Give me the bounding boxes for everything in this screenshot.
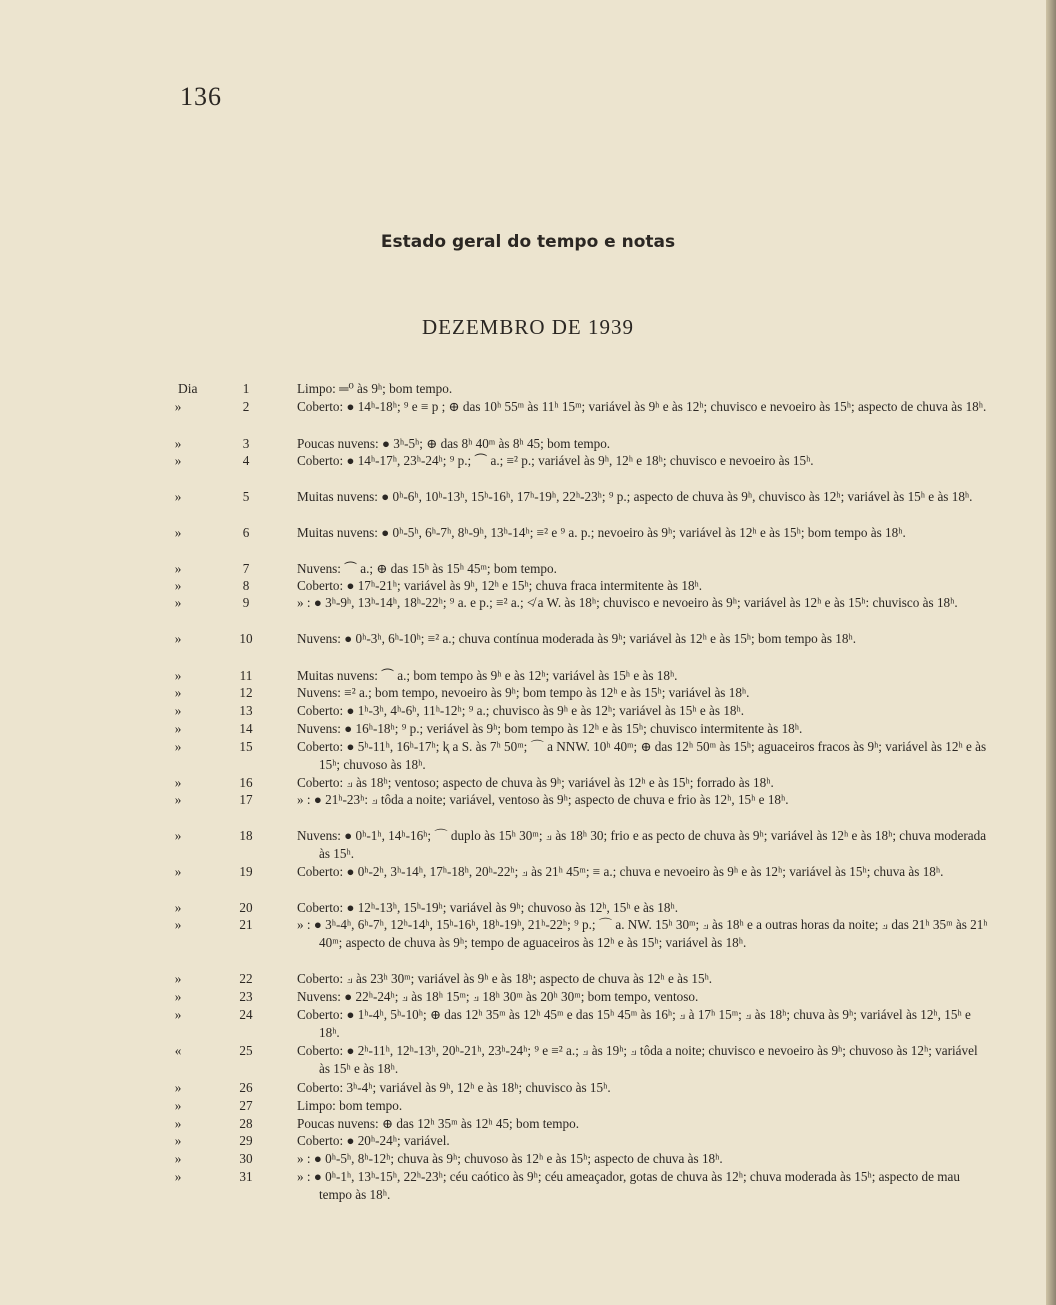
day-number: 31 bbox=[239, 1169, 253, 1184]
day-weather-text: Nuvens: ⏜ a.; ⊕ das 15ʰ às 15ʰ 45ᵐ; bom tempo. bbox=[297, 561, 557, 576]
day-label: » bbox=[174, 721, 182, 736]
day-label: » bbox=[174, 775, 182, 790]
day-number: 3 bbox=[242, 436, 250, 451]
day-weather-text: Poucas nuvens: ● 3ʰ-5ʰ; ⊕ das 8ʰ 40ᵐ às 8ʰ 45; bom tempo. bbox=[297, 436, 611, 451]
day-label: » bbox=[174, 453, 182, 468]
day-number: 25 bbox=[239, 1043, 253, 1058]
day-number: 15 bbox=[239, 739, 253, 754]
day-weather-text: » : ● 21ʰ-23ʰ: ⟓ tôda a noite; variável, ventoso às 9ʰ; aspecto de chuva e frio às 12ʰ, 15ʰ e 18ʰ. bbox=[297, 792, 789, 807]
day-weather-text: Coberto: ● 17ʰ-21ʰ; variável às 9ʰ, 12ʰ e 15ʰ; chuva fraca intermitente às 18ʰ. bbox=[297, 578, 703, 593]
day-weather-text: Muitas nuvens: ● 0ʰ-5ʰ, 6ʰ-7ʰ, 8ʰ-9ʰ, 13ʰ-14ʰ; ≡² e ⁹ a. p.; nevoeiro às 9ʰ; variável às 12ʰ e às 15ʰ; bom tempo às 18ʰ. bbox=[297, 525, 906, 540]
day-label: » bbox=[174, 1080, 182, 1095]
day-weather-text: Coberto: 3ʰ-4ʰ; variável às 9ʰ, 12ʰ e às 18ʰ; chuvisco às 15ʰ. bbox=[297, 1080, 611, 1095]
day-number: 22 bbox=[239, 971, 253, 986]
day-label: » bbox=[174, 578, 182, 593]
day-label: » bbox=[174, 1116, 182, 1131]
day-label: » bbox=[174, 1133, 182, 1148]
day-label: » bbox=[174, 1151, 182, 1166]
day-label: » bbox=[174, 399, 182, 414]
day-weather-text: Coberto: ● 2ʰ-11ʰ, 12ʰ-13ʰ, 20ʰ-21ʰ, 23ʰ-24ʰ; ⁹ e ≡² a.; ⟓ às 19ʰ; ⟓ tôda a noite; chuvisco e nevoeiro às 9ʰ; chuvoso às 12ʰ; variável às 15ʰ e às 18ʰ. bbox=[297, 1043, 978, 1076]
day-weather-text: » : ● 0ʰ-1ʰ, 13ʰ-15ʰ, 22ʰ-23ʰ; céu caótico às 9ʰ; céu ameaçador, gotas de chuva às 12ʰ; chuva moderada às 15ʰ; aspecto de mau tempo às 18ʰ. bbox=[297, 1169, 960, 1202]
day-number: 16 bbox=[239, 775, 253, 790]
day-weather-text: Coberto: ● 0ʰ-2ʰ, 3ʰ-14ʰ, 17ʰ-18ʰ, 20ʰ-22ʰ; ⟓ às 21ʰ 45ᵐ; ≡ a.; chuva e nevoeiro às 9ʰ e às 12ʰ; variável às 15ʰ; chuva às 18ʰ. bbox=[297, 864, 944, 879]
day-weather-text: » : ● 3ʰ-9ʰ, 13ʰ-14ʰ, 18ʰ-22ʰ; ⁹ a. e p.; ≡² a.; ≮ a W. às 18ʰ; chuvisco e nevoeiro às 9ʰ; variável às 12ʰ e às 15ʰ: chuvisco às 18ʰ. bbox=[297, 595, 958, 610]
day-number: 28 bbox=[239, 1116, 253, 1131]
day-label: » bbox=[174, 971, 182, 986]
day-label: Dia bbox=[178, 381, 198, 396]
day-label: » bbox=[174, 900, 182, 915]
day-weather-text: Coberto: ● 14ʰ-18ʰ; ⁹ e ≡ p ; ⊕ das 10ʰ 55ᵐ às 11ʰ 15ᵐ; variável às 9ʰ e às 12ʰ; chuvisco e nevoeiro às 15ʰ; aspecto de chuva às 18ʰ. bbox=[297, 399, 987, 414]
day-weather-text: » : ● 3ʰ-4ʰ, 6ʰ-7ʰ, 12ʰ-14ʰ, 15ʰ-16ʰ, 18ʰ-19ʰ, 21ʰ-22ʰ; ⁹ p.; ⌒ a. NW. 15ʰ 30ᵐ; ⟓ às 18ʰ e a outras horas da noite; ⟓ das 21ʰ 35ᵐ às 21ʰ 40ᵐ; aspecto de chuva às 9ʰ; tempo de aguaceiros às 12ʰ e às 15ʰ; variável às 18ʰ. bbox=[297, 917, 988, 950]
day-number: 30 bbox=[239, 1151, 253, 1166]
day-weather-text: Coberto: ● 1ʰ-3ʰ, 4ʰ-6ʰ, 11ʰ-12ʰ; ⁹ a.; chuvisco às 9ʰ e às 12ʰ; variável às 15ʰ e às 18ʰ. bbox=[297, 703, 745, 718]
day-weather-text: Nuvens: ≡² a.; bom tempo, nevoeiro às 9ʰ; bom tempo às 12ʰ e às 15ʰ; variável às 18ʰ. bbox=[297, 685, 750, 700]
day-label: » bbox=[174, 631, 182, 646]
day-weather-text: Nuvens: ● 22ʰ-24ʰ; ⟓ às 18ʰ 15ᵐ; ⟓ 18ʰ 30ᵐ às 20ʰ 30ᵐ; bom tempo, ventoso. bbox=[297, 989, 699, 1004]
day-number: 8 bbox=[242, 578, 250, 593]
day-number: 11 bbox=[239, 668, 253, 683]
day-label: » bbox=[174, 828, 182, 843]
day-weather-text: Limpo: bom tempo. bbox=[297, 1098, 403, 1113]
day-number: 7 bbox=[242, 561, 250, 576]
day-label: » bbox=[174, 436, 182, 451]
day-weather-text: Coberto: ⟓ às 18ʰ; ventoso; aspecto de chuva às 9ʰ; variável às 12ʰ e às 15ʰ; forrado às 18ʰ. bbox=[297, 775, 774, 790]
day-weather-text: Coberto: ● 12ʰ-13ʰ, 15ʰ-19ʰ; variável às 9ʰ; chuvoso às 12ʰ, 15ʰ e às 18ʰ. bbox=[297, 900, 679, 915]
day-label: » bbox=[174, 739, 182, 754]
day-label: » bbox=[174, 917, 182, 932]
day-label: » bbox=[174, 792, 182, 807]
day-weather-text: Poucas nuvens: ⊕ das 12ʰ 35ᵐ às 12ʰ 45; bom tempo. bbox=[297, 1116, 580, 1131]
day-weather-text: Muitas nuvens: ⏜ a.; bom tempo às 9ʰ e às 12ʰ; variável às 15ʰ e às 18ʰ. bbox=[297, 668, 678, 683]
day-number: 29 bbox=[239, 1133, 253, 1148]
day-label: » bbox=[174, 703, 182, 718]
day-number: 26 bbox=[239, 1080, 253, 1095]
day-number: 18 bbox=[239, 828, 253, 843]
day-weather-text: Coberto: ⟓ às 23ʰ 30ᵐ; variável às 9ʰ e às 18ʰ; aspecto de chuva às 12ʰ e às 15ʰ. bbox=[297, 971, 713, 986]
day-weather-text: Nuvens: ● 0ʰ-3ʰ, 6ʰ-10ʰ; ≡² a.; chuva contínua moderada às 9ʰ; variável às 12ʰ e às 15ʰ; bom tempo às 18ʰ. bbox=[297, 631, 857, 646]
day-label: » bbox=[174, 989, 182, 1004]
day-number: 13 bbox=[239, 703, 253, 718]
day-number: 23 bbox=[239, 989, 253, 1004]
day-weather-text: Coberto: ● 1ʰ-4ʰ, 5ʰ-10ʰ; ⊕ das 12ʰ 35ᵐ às 12ʰ 45ᵐ e das 15ʰ 45ᵐ às 16ʰ; ⟓ à 17ʰ 15ᵐ; ⟓ às 18ʰ; chuva às 9ʰ; variável às 12ʰ, 15ʰ e 18ʰ. bbox=[297, 1007, 971, 1040]
day-label: » bbox=[174, 668, 182, 683]
day-number: 10 bbox=[239, 631, 253, 646]
day-label: « bbox=[174, 1043, 182, 1058]
day-number: 27 bbox=[239, 1098, 253, 1113]
day-label: » bbox=[174, 1098, 182, 1113]
day-number: 4 bbox=[242, 453, 250, 468]
day-weather-text: Muitas nuvens: ● 0ʰ-6ʰ, 10ʰ-13ʰ, 15ʰ-16ʰ, 17ʰ-19ʰ, 22ʰ-23ʰ; ⁹ p.; aspecto de chuva às 9ʰ, chuvisco às 12ʰ; variável às 15ʰ e às 18ʰ. bbox=[297, 489, 973, 504]
day-number: 6 bbox=[242, 525, 250, 540]
day-number: 21 bbox=[239, 917, 253, 932]
month-title: DEZEMBRO DE 1939 bbox=[422, 315, 634, 339]
day-label: » bbox=[174, 595, 182, 610]
day-number: 9 bbox=[242, 595, 250, 610]
day-weather-text: Nuvens: ● 0ʰ-1ʰ, 14ʰ-16ʰ; ⌒ duplo às 15ʰ 30ᵐ; ⟓ às 18ʰ 30; frio e as pecto de chuva às 9ʰ; variável às 12ʰ e às 18ʰ; chuva moderada às 15ʰ. bbox=[297, 828, 987, 861]
day-label: » bbox=[174, 489, 182, 504]
day-number: 14 bbox=[239, 721, 253, 736]
day-label: » bbox=[174, 685, 182, 700]
day-weather-text: Coberto: ● 5ʰ-11ʰ, 16ʰ-17ʰ; ⱪ a S. às 7ʰ 50ᵐ; ⌒ a NNW. 10ʰ 40ᵐ; ⊕ das 12ʰ 50ᵐ às 15ʰ; aguaceiros fracos às 9ʰ; variável às 12ʰ e às 15ʰ; chuvoso às 18ʰ. bbox=[297, 739, 987, 772]
day-number: 19 bbox=[239, 864, 253, 879]
day-label: » bbox=[174, 1007, 182, 1022]
day-number: 24 bbox=[239, 1007, 253, 1022]
day-label: » bbox=[174, 525, 182, 540]
day-number: 17 bbox=[239, 792, 253, 807]
section-title: Estado geral do tempo e notas bbox=[380, 232, 676, 252]
day-weather-text: Limpo: ═⁰ às 9ʰ; bom tempo. bbox=[297, 381, 453, 396]
day-weather-text: Nuvens: ● 16ʰ-18ʰ; ⁹ p.; veriável às 9ʰ; bom tempo às 12ʰ e às 15ʰ; chuvisco intermitente às 18ʰ. bbox=[297, 721, 803, 736]
day-label: » bbox=[174, 1169, 182, 1184]
day-number: 2 bbox=[242, 399, 250, 414]
day-number: 5 bbox=[242, 489, 250, 504]
day-number: 12 bbox=[239, 685, 253, 700]
page-number: 136 bbox=[180, 82, 222, 111]
day-weather-text: Coberto: ● 14ʰ-17ʰ, 23ʰ-24ʰ; ⁹ p.; ⏜ a.; ≡² p.; variável às 9ʰ, 12ʰ e 18ʰ; chuvisco e nevoeiro às 15ʰ. bbox=[297, 453, 814, 468]
day-number: 1 bbox=[242, 381, 250, 396]
day-label: » bbox=[174, 864, 182, 879]
day-number: 20 bbox=[239, 900, 253, 915]
day-weather-text: » : ● 0ʰ-5ʰ, 8ʰ-12ʰ; chuva às 9ʰ; chuvoso às 12ʰ e às 15ʰ; aspecto de chuva às 18ʰ. bbox=[297, 1151, 723, 1166]
day-weather-text: Coberto: ● 20ʰ-24ʰ; variável. bbox=[297, 1133, 450, 1148]
day-label: » bbox=[174, 561, 182, 576]
